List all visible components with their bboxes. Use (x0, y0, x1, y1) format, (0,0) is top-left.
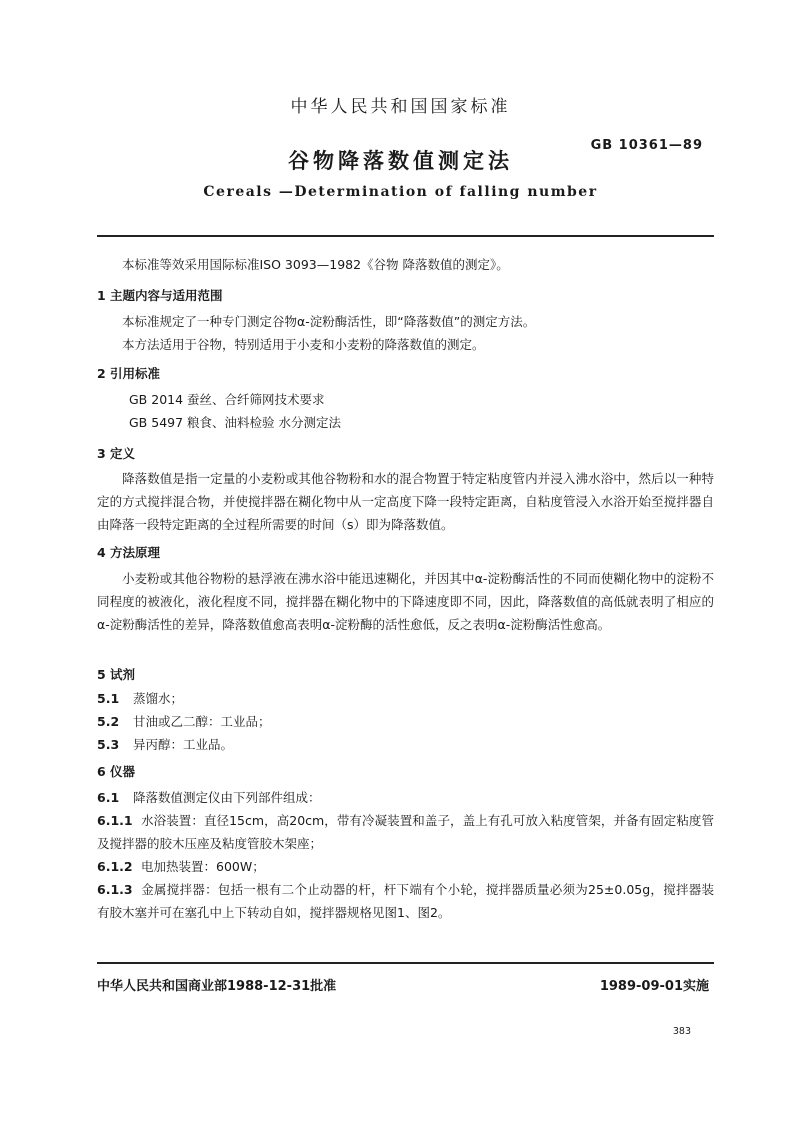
section-3-body (97, 467, 714, 536)
item-text: 蒸馏水； (133, 691, 184, 706)
intro-text: 本标准等效采用国际标准ISO 3093—1982《谷物 降落数值的测定》。 (122, 257, 509, 272)
item-number: 5.2 (97, 714, 120, 729)
top-rule (97, 235, 714, 237)
standard-code: GB 10361—89 (590, 138, 703, 153)
reference-1: GB 2014 蚕丝、合纤筛网技术要求 (129, 392, 325, 407)
section-6-body (97, 786, 714, 924)
instrument-item (97, 855, 714, 878)
instrument-item (97, 786, 714, 809)
section-2-heading: 2 引用标准 (97, 366, 161, 381)
approval-date: 中华人民共和国商业部1988-12-31批准 (97, 979, 337, 994)
section-4-body (97, 567, 714, 636)
section-3-heading: 3 定义 (97, 446, 136, 461)
effective-date: 1989-09-01实施 (599, 979, 709, 994)
section-1-para-1: 本标准规定了一种专门测定谷物α-淀粉酶活性，即“降落数值”的测定方法。 (122, 314, 536, 329)
reagent-item (97, 687, 714, 710)
section-5-body (97, 687, 714, 756)
item-text: 电加热装置：600W； (141, 859, 265, 874)
item-number: 5.1 (97, 691, 120, 706)
instrument-item (97, 878, 714, 924)
section-4-para-1: 小麦粉或其他谷物粉的悬浮液在沸水浴中能迅速糊化，并因其中α-淀粉酶活性的不同而使糊化物中的淀粉不同程度的被液化，液化程度不同，搅拌器在糊化物中的下降速度即不同，因此，降落数值的高低就表明了相应的α-淀粉酶活性的差异，降落数值愈高表明α-淀粉酶的活性愈低，反之表明α-淀粉酶活性愈高。 (97, 571, 714, 632)
intro-paragraph (97, 253, 714, 276)
reagent-item (97, 710, 714, 733)
section-1-body (97, 310, 714, 356)
bottom-rule (97, 962, 714, 964)
reagent-item (97, 733, 714, 756)
section-1-para-2: 本方法适用于谷物，特别适用于小麦和小麦粉的降落数值的测定。 (122, 337, 485, 352)
item-number: 6.1.3 (97, 882, 133, 897)
instrument-item (97, 809, 714, 855)
item-text: 降落数值测定仪由下列部件组成： (133, 790, 321, 805)
english-title: Cereals —Determination of falling number (203, 184, 598, 200)
item-text: 异丙醇：工业品。 (133, 737, 234, 752)
item-text: 甘油或乙二醇：工业品； (133, 714, 271, 729)
item-text: 金属搅拌器：包括一根有二个止动器的杆，杆下端有个小轮，搅拌器质量必须为25±0.05g，搅拌器装有胶木塞并可在塞孔中上下转动自如，搅拌器规格见图1、图2。 (97, 882, 714, 920)
national-standard-label: 中华人民共和国国家标准 (290, 97, 511, 117)
item-number: 6.1.1 (97, 813, 133, 828)
section-4-heading: 4 方法原理 (97, 545, 161, 560)
section-3-para-1: 降落数值是指一定量的小麦粉或其他谷物粉和水的混合物置于特定粘度管内并浸入沸水浴中，然后以一种特定的方式搅拌混合物，并使搅拌器在糊化物中从一定高度下降一段特定距离，自粘度管浸入水浴开始至搅拌器自由降落一段特定距离的全过程所需要的时间（s）即为降落数值。 (97, 471, 714, 532)
item-number: 6.1 (97, 790, 120, 805)
item-number: 5.3 (97, 737, 120, 752)
section-5-heading: 5 试剂 (97, 667, 136, 682)
page-title: 谷物降落数值测定法 (288, 149, 513, 173)
page-number: 383 (672, 1026, 691, 1037)
section-1-heading: 1 主题内容与适用范围 (97, 288, 223, 303)
item-number: 6.1.2 (97, 859, 133, 874)
reference-2: GB 5497 粮食、油料检验 水分测定法 (129, 415, 341, 430)
item-text: 水浴装置：直径15cm，高20cm，带有冷凝装置和盖子，盖上有孔可放入粘度管架，并备有固定粘度管及搅拌器的胶木压座及粘度管胶木架座； (97, 813, 714, 851)
section-2-body (97, 388, 714, 434)
section-6-heading: 6 仪器 (97, 764, 136, 779)
